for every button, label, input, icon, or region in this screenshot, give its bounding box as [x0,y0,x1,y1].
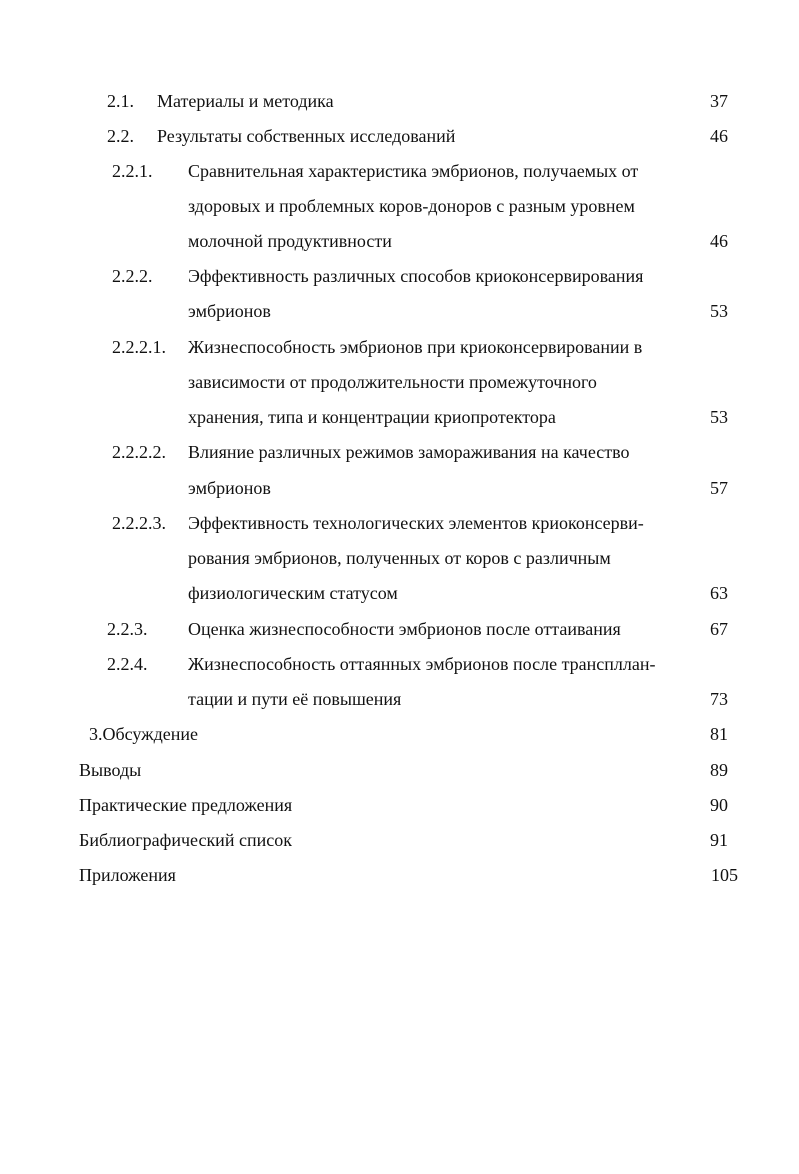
toc-title[interactable]: Жизнеспособность оттаянных эмбрионов после транспллан- [188,654,656,674]
toc-title[interactable]: Выводы [79,760,142,780]
toc-page-number: 63 [710,583,728,603]
toc-page-number: 46 [710,126,728,146]
toc-title[interactable]: 3.Обсуждение [89,724,199,744]
toc-title[interactable]: Результаты собственных исследований [157,126,456,146]
toc-number: 2.2.1. [112,161,153,181]
toc-page-number: 89 [710,760,728,780]
toc-page-number: 81 [710,724,728,744]
toc-number: 2.2.2.2. [112,442,166,462]
toc-title[interactable]: здоровых и проблемных коров-доноров с разным уровнем [188,196,635,216]
toc-title[interactable]: тации и пути её повышения [188,689,402,709]
toc-page-number: 67 [710,619,728,639]
toc-title[interactable]: зависимости от продолжительности промежуточного [188,372,597,392]
toc-page-number: 53 [710,407,728,427]
toc-number: 2.2.3. [107,619,148,639]
toc-number: 2.2.2.1. [112,337,166,357]
toc-title[interactable]: Влияние различных режимов замораживания на качество [188,442,630,462]
toc-page-number: 105 [711,865,738,885]
toc-page-number: 73 [710,689,728,709]
toc-title[interactable]: Сравнительная характеристика эмбрионов, получаемых от [188,161,639,181]
toc-number: 2.2. [107,126,134,146]
toc-title[interactable]: Библиографический список [79,830,292,850]
toc-title[interactable]: Оценка жизнеспособности эмбрионов после оттаивания [188,619,621,639]
toc-title[interactable]: эмбрионов [188,301,271,321]
toc-title[interactable]: молочной продуктивности [188,231,392,251]
toc-title[interactable]: Материалы и методика [157,91,334,111]
toc-page-number: 37 [710,91,728,111]
toc-title[interactable]: эмбрионов [188,478,271,498]
toc-page-number: 53 [710,301,728,321]
toc-page-number: 91 [710,830,728,850]
toc-title[interactable]: Эффективность различных способов криоконсервирования [188,266,644,286]
toc-title[interactable]: физиологическим статусом [188,583,398,603]
toc-number: 2.2.2. [112,266,153,286]
toc-number: 2.1. [107,91,134,111]
toc-number: 2.2.2.3. [112,513,166,533]
toc-title[interactable]: Приложения [79,865,176,885]
toc-title[interactable]: хранения, типа и концентрации криопротектора [188,407,556,427]
toc-title[interactable]: Эффективность технологических элементов криоконсерви- [188,513,644,533]
toc-page-number: 90 [710,795,728,815]
toc-page-number: 57 [710,478,728,498]
toc-title[interactable]: Жизнеспособность эмбрионов при криоконсервировании в [188,337,643,357]
toc-page-number: 46 [710,231,728,251]
toc-title[interactable]: рования эмбрионов, полученных от коров с различным [188,548,611,568]
toc-title[interactable]: Практические предложения [79,795,293,815]
toc-number: 2.2.4. [107,654,148,674]
